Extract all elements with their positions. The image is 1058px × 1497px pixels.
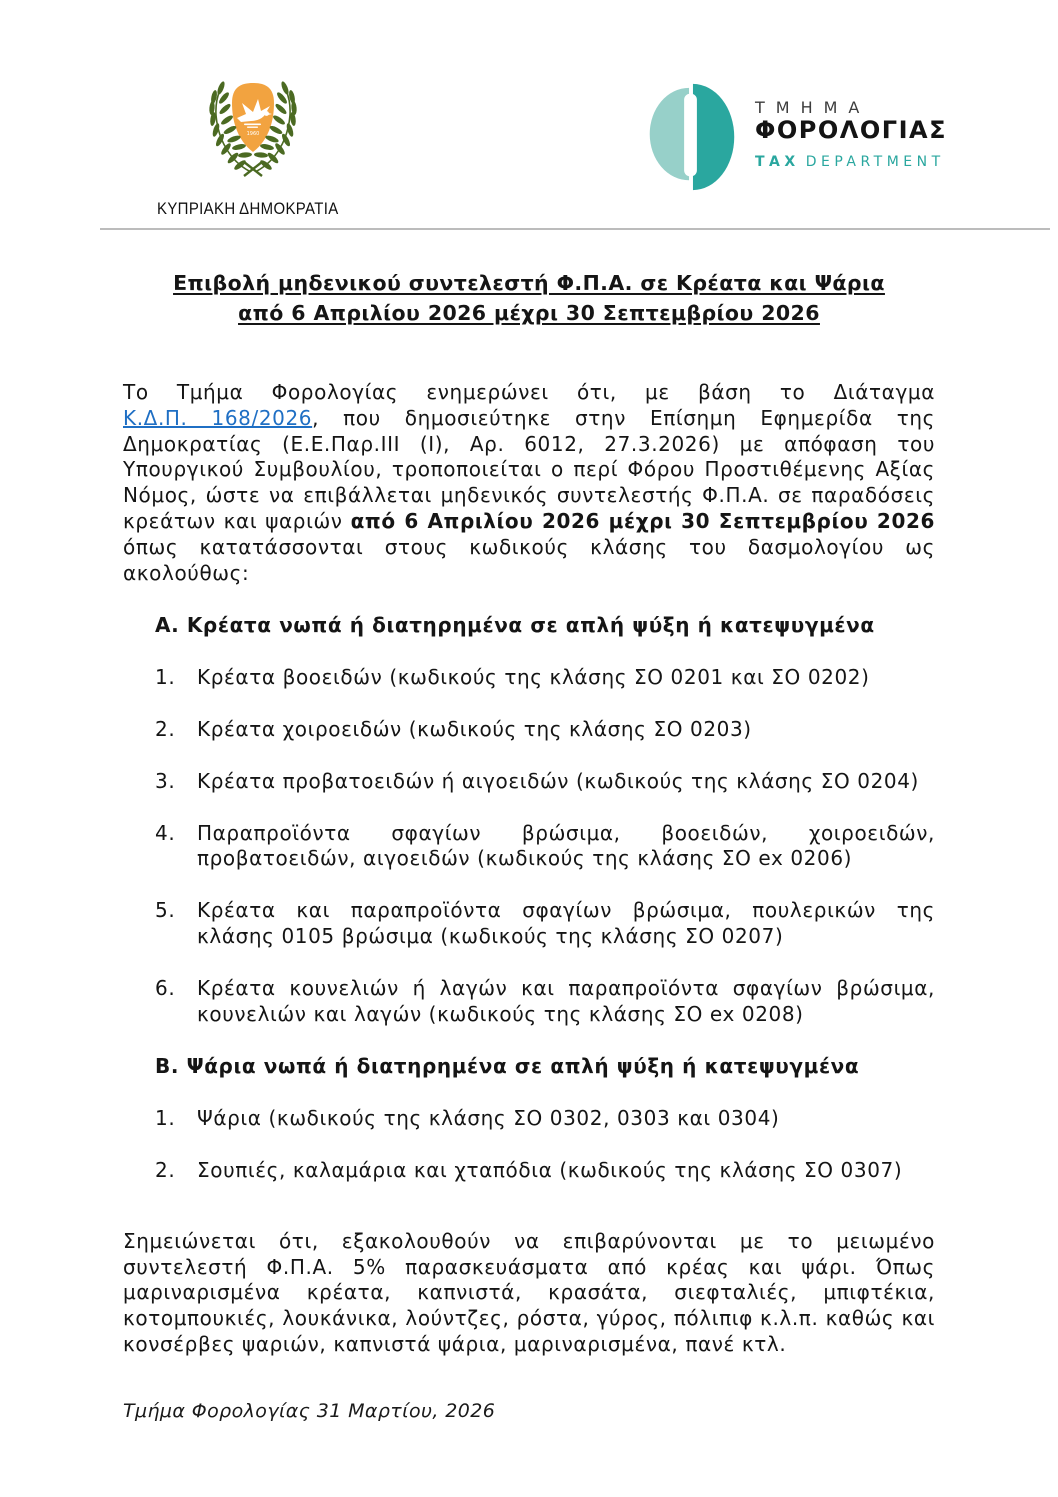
list-item: Κρέατα προβατοειδών ή αιγοειδών (κωδικούς της κλάσης ΣΟ 0204) [197,768,919,793]
svg-text:1960: 1960 [246,131,260,137]
page-title [123,268,935,328]
document-title-line-2: από 6 Απριλίου 2026 μέχρι 30 Σεπτεμβρίου 2026 [238,301,820,325]
section-b-heading: Β. Ψάρια νωπά ή διατηρημένα σε απλή ψύξη ή κατεψυγμένα [155,1054,860,1079]
logo-line-forologias: ΦΟΡΟΛΟΓΙΑΣ [755,116,947,144]
list-item: Κρέατα χοιροειδών (κωδικούς της κλάσης ΣΟ 0203) [197,716,752,741]
closing-paragraph: Σημειώνεται ότι, εξακολουθούν να επιβαρύνονται με το μειωμένο συντελεστή Φ.Π.Α. 5% παρασκευάσματα από κρέας και ψάρι. Όπως μαριναρισμένα κρέατα, καπνιστά, κρασάτα, σιεφταλιές, μπιφτέκια, κοτομπουκιές, λουκάνικα, λούντζες, ρόστα, γύρος, πόλιπιφ κ.λ.π. καθώς και κονσέρβες ψαριών, καπνιστά ψάρια, μαριναρισμένα, πανέ κτλ. [123,1228,935,1356]
tax-department-logo [643,78,947,196]
intro-bold-dates: από 6 Απριλίου 2026 μέχρι 30 Σεπτεμβρίου 2026 [350,508,935,533]
logo-line-tax-department [755,154,945,170]
section-b-list [123,1106,935,1184]
document-title-line-1: Επιβολή μηδενικού συντελεστή Φ.Π.Α. σε Κρέατα και Ψάρια [173,271,885,295]
republic-label: ΚΥΠΡΙΑΚΗ ΔΗΜΟΚΡΑΤΙΑ [157,199,339,218]
cyprus-coat-of-arms-icon [201,74,305,194]
logo-tax-word: ΤΑΧ [755,154,800,170]
list-item: Παραπροϊόντα σφαγίων βρώσιμα, βοοειδών, χοιροειδών, προβατοειδών, αιγοειδών (κωδικούς της κλάσης ΣΟ ex 0206) [197,820,935,871]
section-a-heading: Α. Κρέατα νωπά ή διατηρημένα σε απλή ψύξη ή κατεψυγμένα [155,613,875,638]
list-item: Κρέατα κουνελιών ή λαγών και παραπροϊόντα σφαγίων βρώσιμα, κουνελιών και λαγών (κωδικούς της κλάσης ΣΟ ex 0208) [197,975,935,1026]
tax-department-logo-icon [643,80,739,194]
list-item: Σουπιές, καλαμάρια και χταπόδια (κωδικούς της κλάσης ΣΟ 0307) [197,1157,903,1182]
logo-line-tmima: ΤΜΗΜΑ [755,98,871,117]
section-a-list [123,665,935,1027]
intro-text-pre: Το Τμήμα Φορολογίας ενημερώνει ότι, με βάση το Διάταγμα [123,380,935,404]
footer-note: Τμήμα Φορολογίας 31 Μαρτίου, 2026 [123,1400,496,1422]
logo-department-word: DEPARTMENT [805,154,945,170]
intro-text-mid: , που δημοσιεύτηκε στην Επίσημη Εφημερίδα της Δημοκρατίας (Ε.Ε.Παρ.ΙΙΙ (Ι), Αρ. 6012, 27.3.2026) με απόφαση του Υπουργικού Συμβουλίου, τροποποιείται ο περί Φόρου Προστιθέμενης Αξίας Νόμος, ώστε να επιβάλλεται μηδενικός συντελεστής Φ.Π.Α. σε παραδόσεις κρεάτων και ψαριών [123,405,935,533]
list-item: Κρέατα βοοειδών (κωδικούς της κλάσης ΣΟ 0201 και ΣΟ 0202) [197,665,870,690]
intro-paragraph [123,380,935,586]
list-item: Ψάρια (κωδικούς της κλάσης ΣΟ 0302, 0303 και 0304) [197,1106,780,1131]
intro-text-post: όπως κατατάσσονται στους κωδικούς κλάσης του δασμολογίου ως ακολούθως: [123,534,935,585]
header-divider [100,228,1050,230]
decree-link[interactable]: Κ.Δ.Π. 168/2026 [123,405,313,430]
cyprus-coat-of-arms [201,74,305,194]
list-item: Κρέατα και παραπροϊόντα σφαγίων βρώσιμα, πουλερικών της κλάσης 0105 βρώσιμα (κωδικούς της κλάσης ΣΟ 0207) [197,898,935,948]
document-content [123,262,935,1358]
